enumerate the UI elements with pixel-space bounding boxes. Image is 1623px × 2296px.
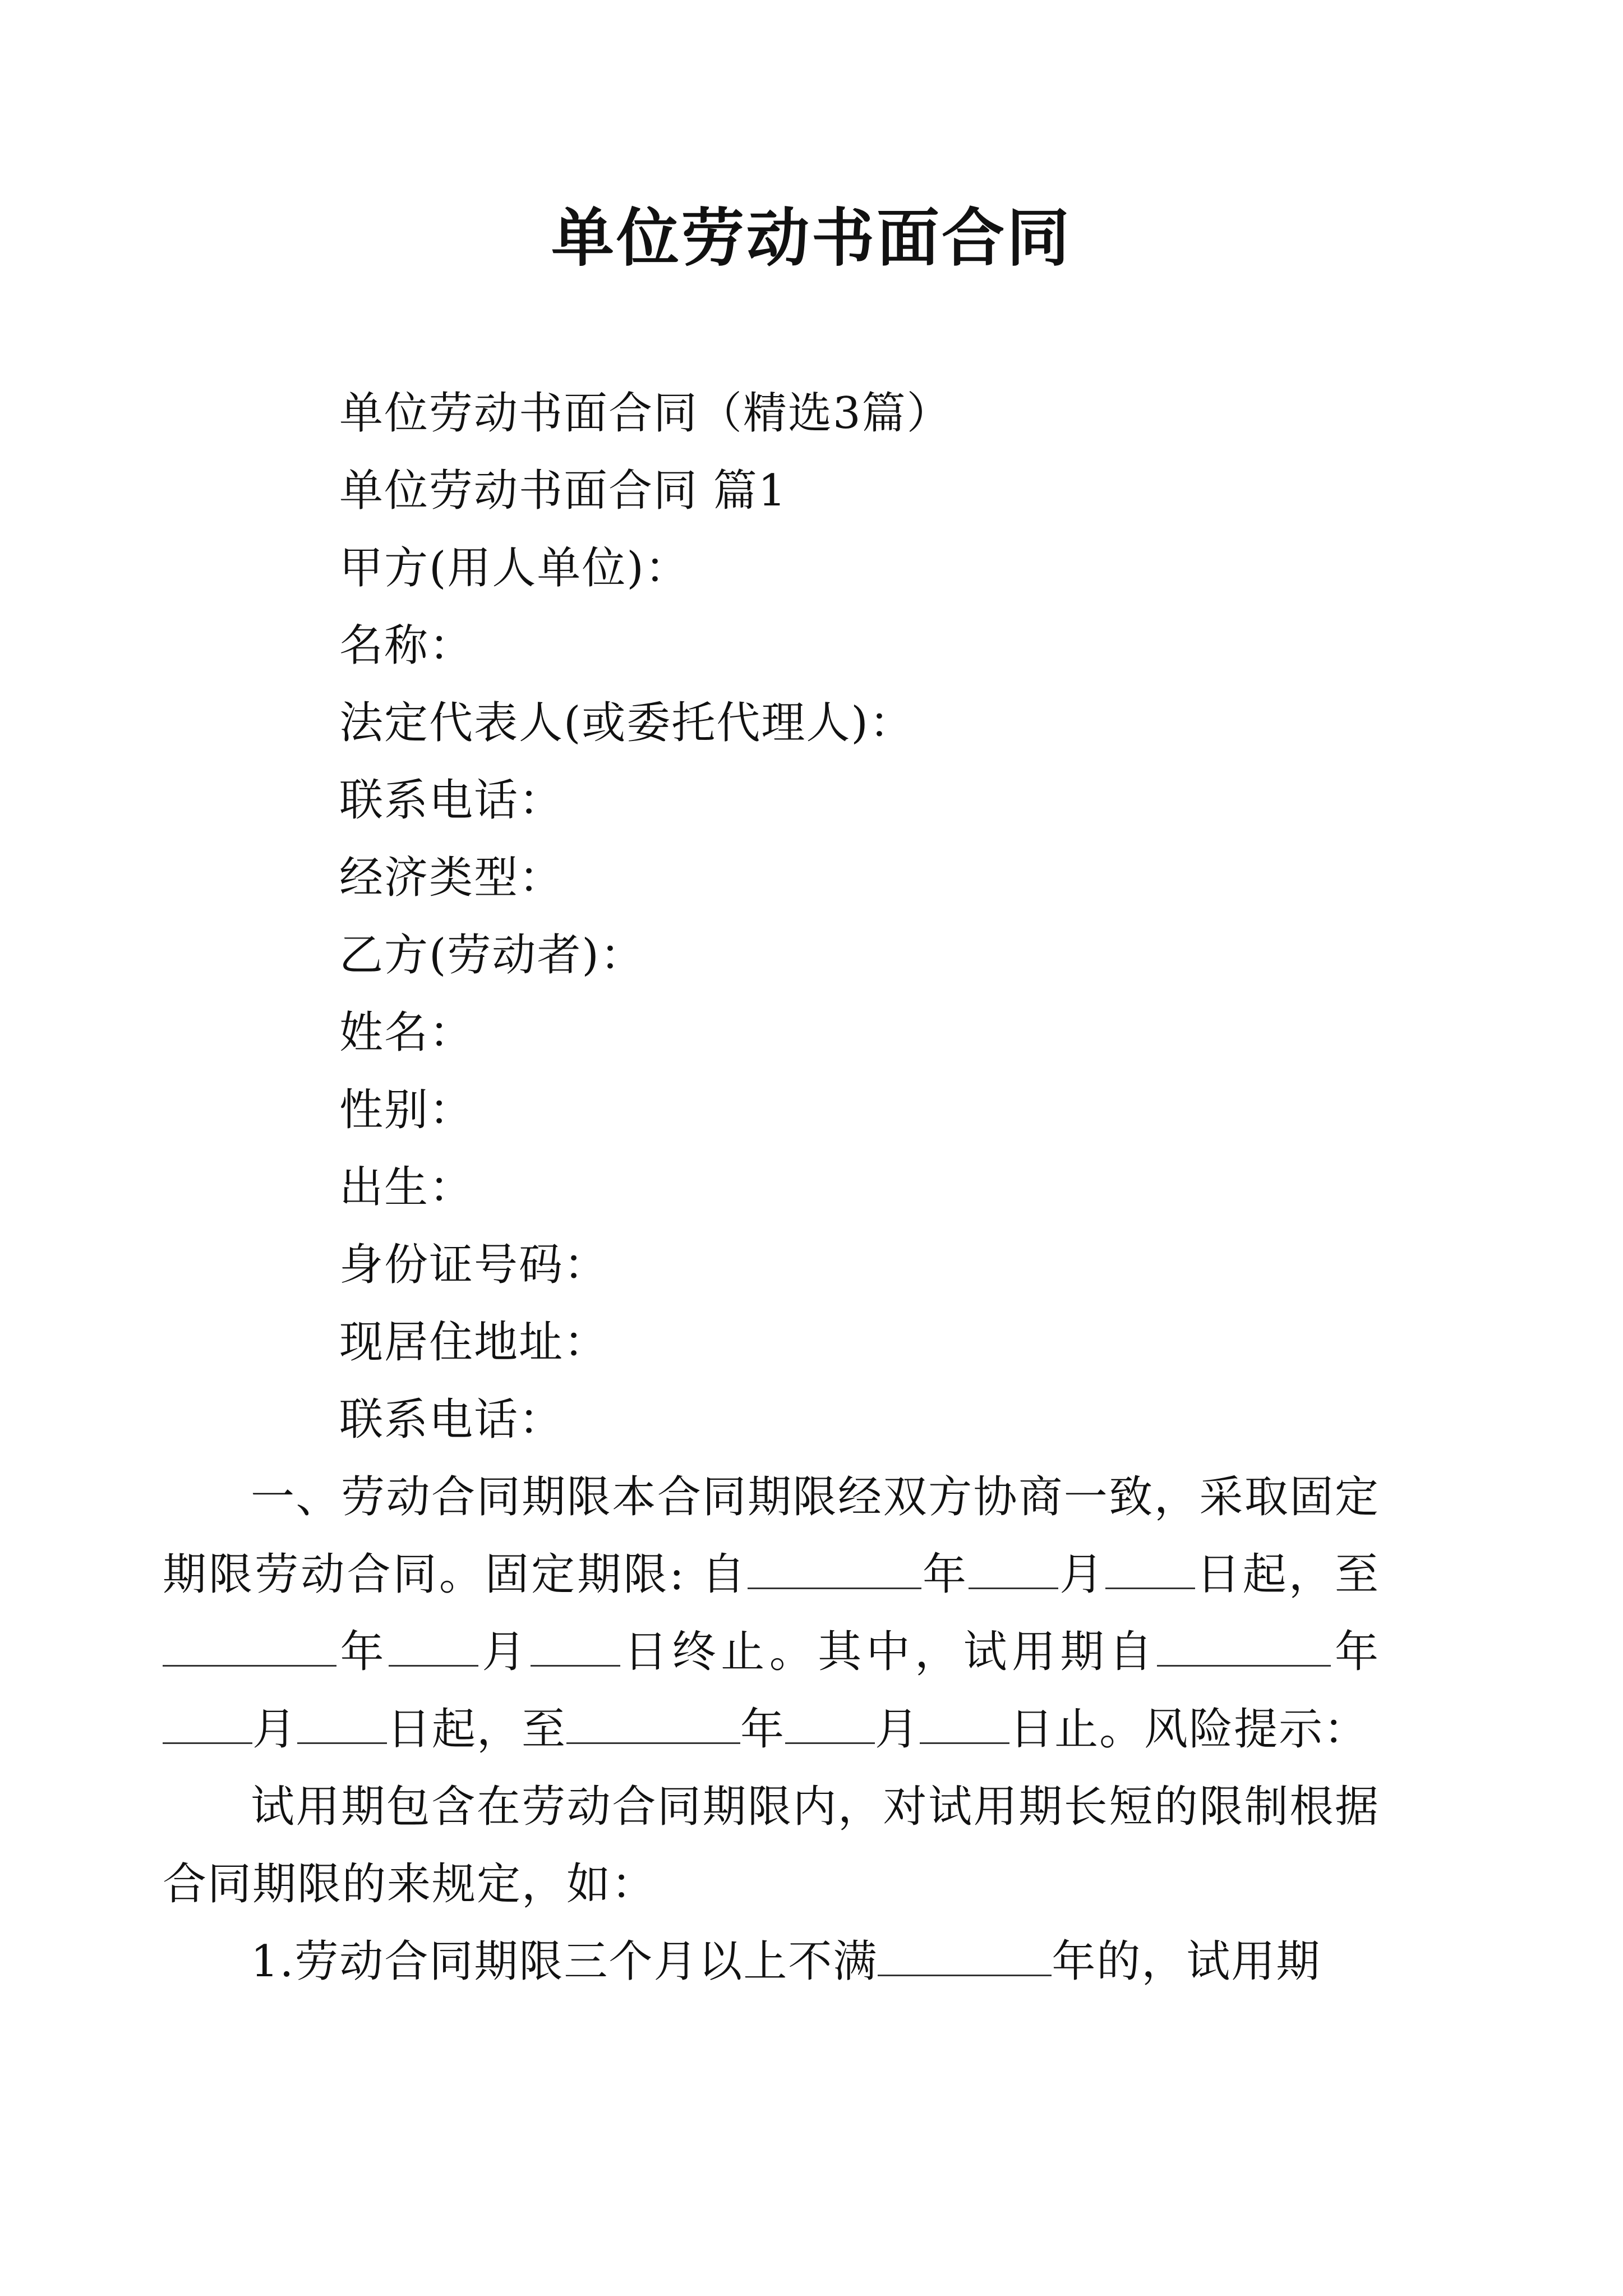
blank-year-start [748, 1553, 921, 1589]
party-a-representative-field: 法定代表人(或委托代理人)： [339, 698, 914, 748]
label-day-end: 日终止。其中，试用期自 [620, 1627, 1158, 1677]
blank-probation-month-start [163, 1708, 252, 1744]
list-item-1-text-b: 年的，试用期 [1052, 1936, 1321, 1987]
document-body [251, 375, 1378, 1458]
label-to: 至 [1334, 1549, 1380, 1600]
party-b-gender-field: 性别： [339, 1085, 474, 1135]
label-month: 月 [1058, 1549, 1106, 1600]
party-b-name-field: 姓名： [339, 1007, 474, 1058]
blank-day-end [531, 1630, 620, 1667]
blank-term-years [878, 1940, 1052, 1976]
document-title: 单位劳动书面合同 [551, 201, 1072, 275]
blank-month-start [969, 1553, 1058, 1589]
blank-probation-year-start [1157, 1630, 1331, 1667]
blank-probation-year-end [566, 1708, 740, 1744]
list-item-1 [163, 1923, 1380, 2000]
label-month-3: 月 [252, 1704, 298, 1755]
clause-term-intro: 一、劳动合同期限本合同期限经双方协商一致，采取固定期限劳动合同。固定期限: 自 [163, 1472, 1380, 1600]
label-day-end-2: 日止。风险提示： [1009, 1704, 1369, 1755]
contract-clauses [163, 1458, 1380, 2000]
blank-year-end [163, 1630, 336, 1667]
blank-day-start [1105, 1553, 1195, 1589]
label-year: 年 [921, 1549, 969, 1600]
section-heading: 单位劳动书面合同 篇1 [339, 466, 787, 516]
blank-month-end [389, 1630, 478, 1667]
label-year-2: 年 [336, 1627, 389, 1677]
blank-probation-day-end [920, 1708, 1009, 1744]
label-year-4: 年 [740, 1704, 786, 1755]
label-year-3: 年 [1331, 1627, 1380, 1677]
party-a-phone-field: 联系电话： [339, 775, 564, 826]
party-a-heading: 甲方(用人单位)： [339, 543, 690, 593]
clause-term-paragraph [163, 1458, 1380, 1768]
probation-paragraph: 试用期包含在劳动合同期限内，对试用期长短的限制根据合同期限的来规定，如： [163, 1782, 1380, 1910]
label-month-2: 月 [478, 1627, 531, 1677]
party-b-address-field: 现居住地址： [339, 1317, 609, 1368]
party-b-phone-field: 联系电话： [339, 1395, 564, 1445]
list-item-1-text-a: 1.劳动合同期限三个月以上不满 [251, 1936, 878, 1987]
label-day-start: 日起， [1195, 1549, 1335, 1600]
label-day-start-2: 日起，至 [387, 1704, 567, 1755]
label-month-4: 月 [875, 1704, 920, 1755]
subtitle-line: 单位劳动书面合同（精选3篇） [339, 388, 952, 439]
party-a-name-field: 名称： [339, 620, 474, 671]
blank-probation-month-end [785, 1708, 875, 1744]
party-b-heading: 乙方(劳动者)： [339, 930, 645, 981]
party-b-id-number-field: 身份证号码： [339, 1240, 609, 1290]
party-a-economic-type-field: 经济类型： [339, 853, 564, 903]
party-b-birth-field: 出生： [339, 1162, 474, 1213]
blank-probation-day-start [297, 1708, 387, 1744]
